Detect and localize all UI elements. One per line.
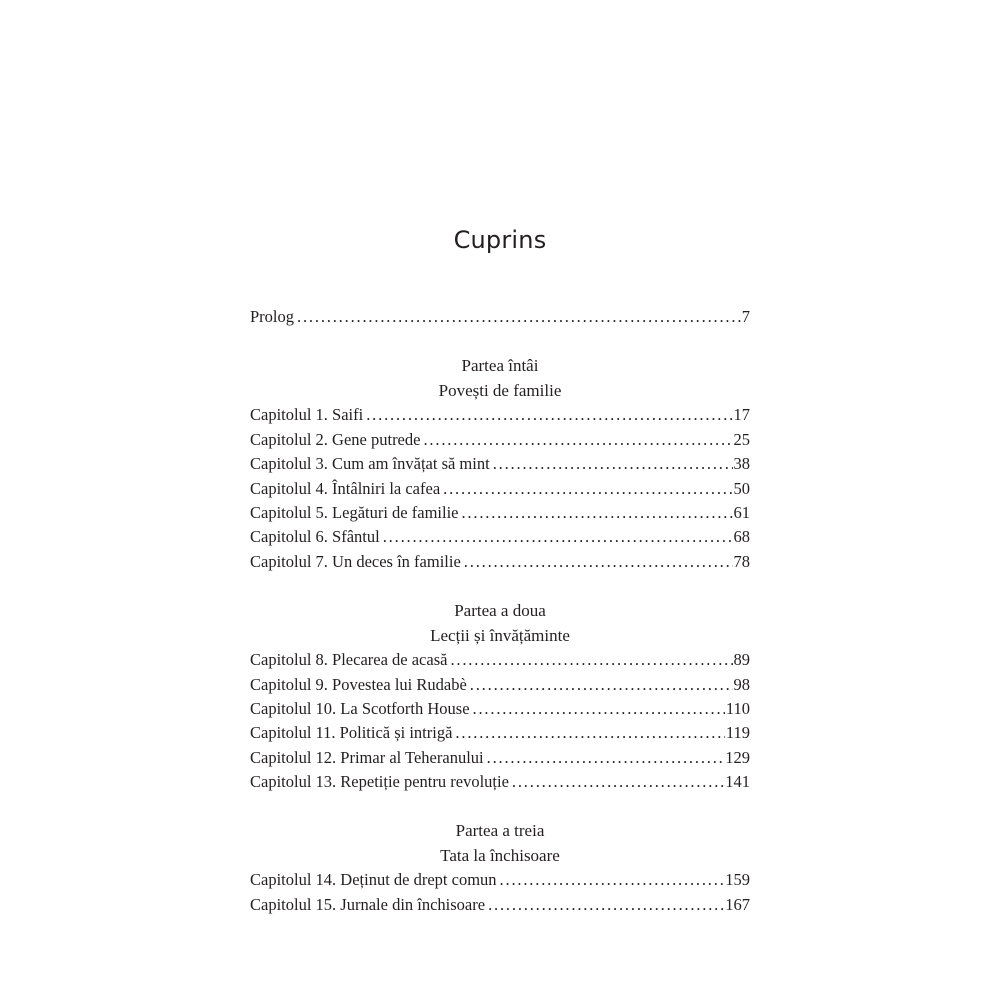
toc-entry bbox=[250, 452, 750, 476]
entry-label: Capitolul 15. Jurnale din închisoare bbox=[250, 894, 486, 914]
entry-page-number: 68 bbox=[733, 527, 750, 547]
entry-page-number: 167 bbox=[725, 894, 750, 914]
entry-page-number: 17 bbox=[733, 405, 750, 425]
entry-label: Capitolul 10. La Scotforth House bbox=[250, 698, 470, 718]
entry-label: Capitolul 13. Repetiție pentru revoluție bbox=[250, 772, 509, 792]
toc-entry bbox=[250, 477, 750, 501]
dot-leader bbox=[464, 550, 733, 574]
entry-label: Capitolul 7. Un deces în familie bbox=[250, 551, 461, 571]
toc-entry-prolog bbox=[250, 305, 750, 329]
part-title: Tata la închisoare bbox=[440, 846, 560, 866]
entry-label: Capitolul 4. Întâlniri la cafea bbox=[250, 478, 441, 498]
entry-label: Capitolul 9. Povestea lui Rudabè bbox=[250, 674, 467, 694]
entry-page-number: 119 bbox=[725, 723, 750, 743]
toc-entry bbox=[250, 770, 750, 794]
entry-page-number: 61 bbox=[733, 502, 750, 522]
entry-page-number: 129 bbox=[725, 747, 750, 767]
dot-leader bbox=[500, 868, 725, 892]
toc-entry bbox=[250, 868, 750, 892]
entry-page-number: 98 bbox=[733, 674, 750, 694]
part-header bbox=[250, 818, 750, 868]
entry-page-number: 141 bbox=[725, 772, 750, 792]
part-label: Partea a doua bbox=[454, 601, 546, 621]
entry-label: Capitolul 1. Saifi bbox=[250, 405, 364, 425]
entry-label: Capitolul 6. Sfântul bbox=[250, 527, 380, 547]
part-label: Partea întâi bbox=[461, 356, 539, 376]
part-header bbox=[250, 353, 750, 403]
dot-leader bbox=[488, 893, 724, 917]
toc-entry bbox=[250, 525, 750, 549]
toc-entry bbox=[250, 893, 750, 917]
dot-leader bbox=[455, 721, 724, 745]
toc-entry bbox=[250, 697, 750, 721]
page-title: Cuprins bbox=[453, 226, 547, 254]
dot-leader bbox=[423, 428, 732, 452]
entry-label: Capitolul 8. Plecarea de acasă bbox=[250, 650, 448, 670]
table-of-contents bbox=[250, 305, 750, 917]
dot-leader bbox=[297, 305, 741, 329]
part-title: Povești de familie bbox=[438, 381, 562, 401]
toc-entry bbox=[250, 403, 750, 427]
toc-entry bbox=[250, 648, 750, 672]
dot-leader bbox=[512, 770, 724, 794]
entry-page-number: 159 bbox=[725, 870, 750, 890]
entry-label: Capitolul 14. Deținut de drept comun bbox=[250, 870, 497, 890]
entry-page-number: 25 bbox=[733, 429, 750, 449]
toc-entry bbox=[250, 428, 750, 452]
entry-label: Capitolul 11. Politică și intrigă bbox=[250, 723, 453, 743]
entry-label: Capitolul 3. Cum am învățat să mint bbox=[250, 454, 490, 474]
dot-leader bbox=[493, 452, 733, 476]
entry-page-number: 78 bbox=[733, 551, 750, 571]
toc-entry bbox=[250, 721, 750, 745]
entry-label: Capitolul 12. Primar al Teheranului bbox=[250, 747, 484, 767]
entry-page-number: 50 bbox=[733, 478, 750, 498]
part-label: Partea a treia bbox=[455, 821, 545, 841]
entry-label: Capitolul 5. Legături de familie bbox=[250, 502, 459, 522]
entry-page-number: 7 bbox=[741, 307, 750, 326]
part-title: Lecții și învățăminte bbox=[430, 626, 570, 646]
dot-leader bbox=[450, 648, 732, 672]
toc-entry bbox=[250, 501, 750, 525]
dot-leader bbox=[443, 477, 732, 501]
entry-page-number: 110 bbox=[725, 698, 750, 718]
entry-label: Prolog bbox=[250, 307, 295, 326]
dot-leader bbox=[473, 697, 725, 721]
entry-page-number: 38 bbox=[733, 454, 750, 474]
entry-label: Capitolul 2. Gene putrede bbox=[250, 429, 421, 449]
toc-entry bbox=[250, 550, 750, 574]
dot-leader bbox=[366, 403, 732, 427]
part-header bbox=[250, 598, 750, 648]
dot-leader bbox=[461, 501, 732, 525]
entry-page-number: 89 bbox=[733, 650, 750, 670]
toc-entry bbox=[250, 746, 750, 770]
toc-entry bbox=[250, 673, 750, 697]
dot-leader bbox=[487, 746, 725, 770]
dot-leader bbox=[470, 673, 733, 697]
dot-leader bbox=[383, 525, 733, 549]
